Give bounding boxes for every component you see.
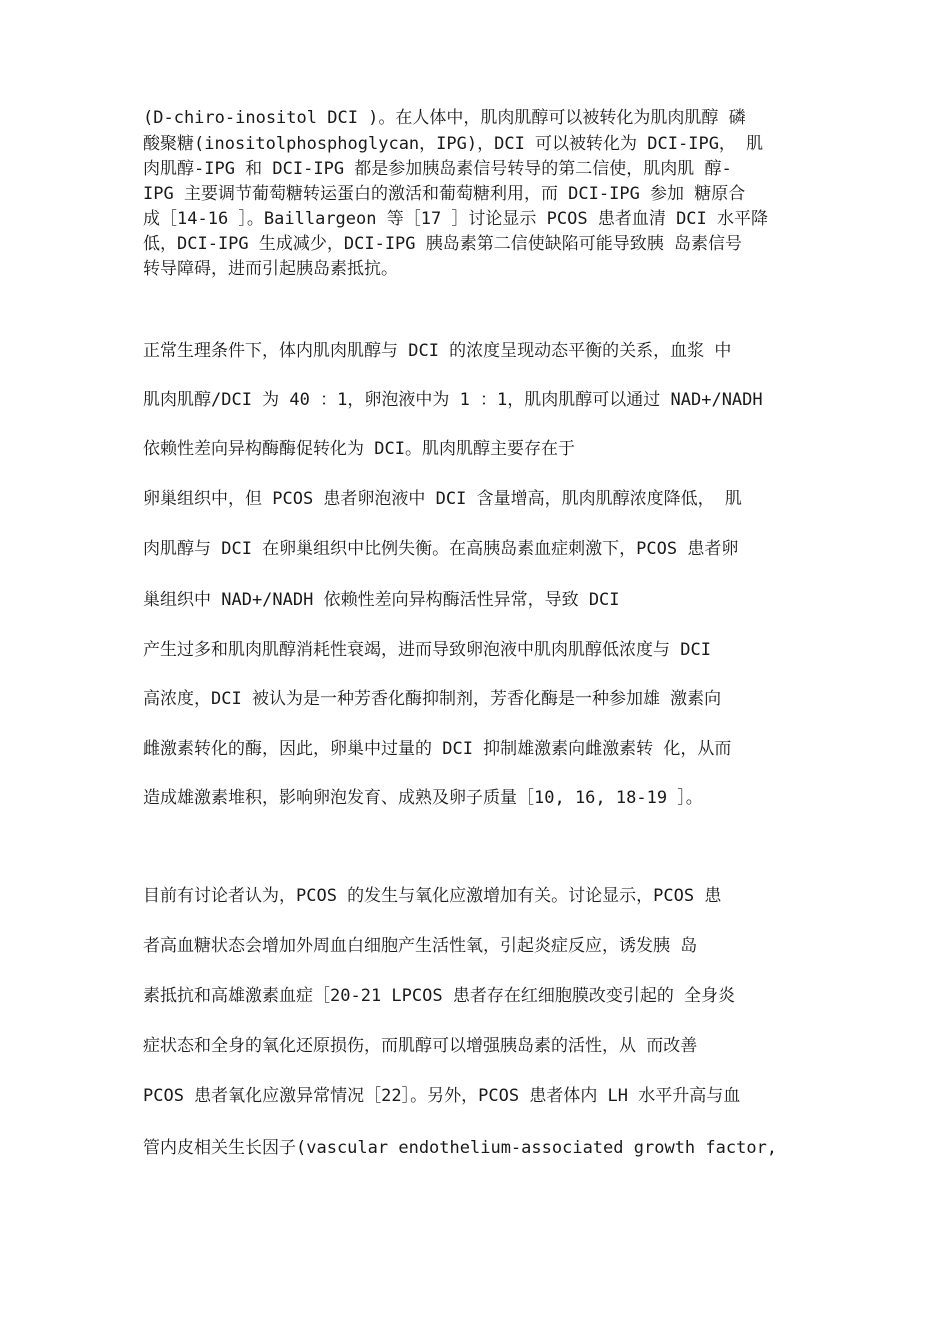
text-line: 正常生理条件下，体内肌肉肌醇与 DCI 的浓度呈现动态平衡的关系，血浆 中 — [143, 341, 732, 361]
text-line: 肉肌醇-IPG 和 DCI-IPG 都是参加胰岛素信号转导的第二信使，肌肉肌 醇- — [143, 159, 732, 179]
text-line: 肉肌醇与 DCI 在卵巢组织中比例失衡。在高胰岛素血症刺激下，PCOS 患者卵 — [143, 539, 739, 559]
text-line: 低，DCI-IPG 生成减少，DCI-IPG 胰岛素第二信使缺陷可能导致胰 岛素信号 — [143, 234, 742, 254]
text-line: 卵巢组织中，但 PCOS 患者卵泡液中 DCI 含量增高，肌肉肌醇浓度降低， 肌 — [143, 489, 742, 509]
text-line: 造成雄激素堆积，影响卵泡发育、成熟及卵子质量［10, 16, 18-19 ］。 — [143, 788, 703, 808]
text-line: 目前有讨论者认为，PCOS 的发生与氧化应激增加有关。讨论显示，PCOS 患 — [143, 886, 722, 906]
text-line: 症状态和全身的氧化还原损伤，而肌醇可以增强胰岛素的活性，从 而改善 — [143, 1036, 698, 1056]
text-line: 巢组织中 NAD+/NADH 依赖性差向异构酶活性异常，导致 DCI — [143, 590, 620, 610]
text-line: 管内皮相关生长因子(vascular endothelium-associated growth factor, — [143, 1138, 778, 1158]
text-line: 成［14-16 ］。Baillargeon 等［17 ］讨论显示 PCOS 患者血清 DCI 水平降 — [143, 209, 769, 229]
text-line: 高浓度，DCI 被认为是一种芳香化酶抑制剂，芳香化酶是一种参加雄 激素向 — [143, 689, 722, 709]
text-line: PCOS 患者氧化应激异常情况［22］。另外，PCOS 患者体内 LH 水平升高与血 — [143, 1086, 741, 1106]
text-line: 素抵抗和高雄激素血症［20-21 LPCOS 患者存在红细胞膜改变引起的 全身炎 — [143, 986, 736, 1006]
text-line: 依赖性差向异构酶酶促转化为 DCI。肌肉肌醇主要存在于 — [143, 439, 575, 459]
text-line: (D-chiro-inositol DCI )。在人体中，肌肉肌醇可以被转化为肌肉肌醇 磷 — [143, 108, 746, 128]
text-line: IPG 主要调节葡萄糖转运蛋白的激活和葡萄糖利用，而 DCI-IPG 参加 糖原合 — [143, 184, 746, 204]
text-line: 雌激素转化的酶，因此，卵巢中过量的 DCI 抑制雄激素向雌激素转 化，从而 — [143, 739, 732, 759]
text-line: 者高血糖状态会增加外周血白细胞产生活性氧，引起炎症反应，诱发胰 岛 — [143, 936, 698, 956]
text-line: 酸聚糖(inositolphosphoglycan，IPG)，DCI 可以被转化为 DCI-IPG， 肌 — [143, 134, 764, 154]
text-line: 肌肉肌醇/DCI 为 40 ：1，卵泡液中为 1 ：1，肌肉肌醇可以通过 NAD+/NADH — [143, 390, 763, 410]
text-line: 产生过多和肌肉肌醇消耗性衰竭，进而导致卵泡液中肌肉肌醇低浓度与 DCI — [143, 640, 711, 660]
text-line: 转导障碍，进而引起胰岛素抵抗。 — [143, 259, 398, 279]
